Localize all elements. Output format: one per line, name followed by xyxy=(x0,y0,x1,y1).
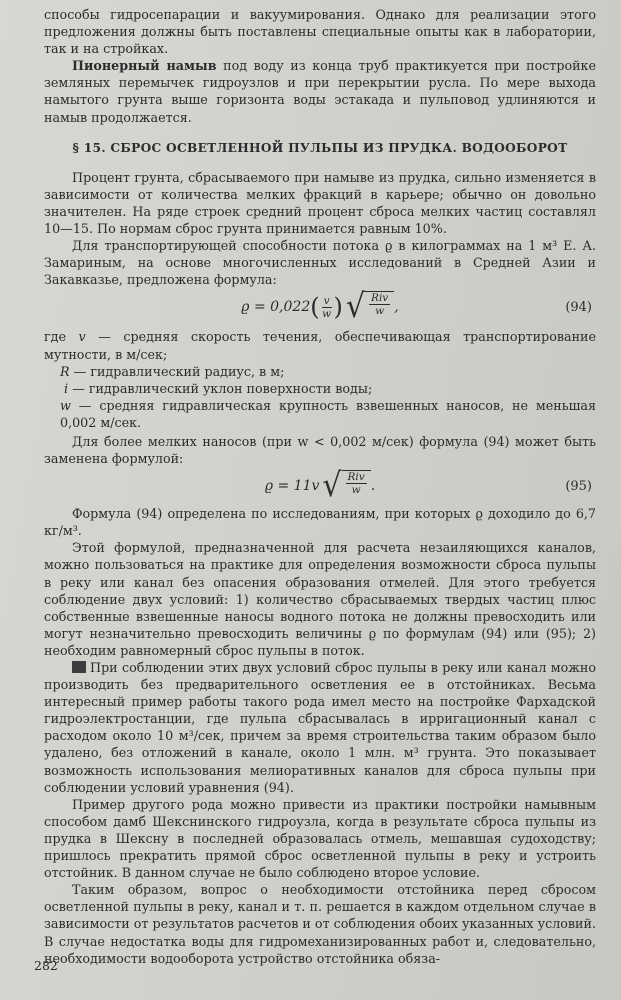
definition-key: w xyxy=(60,397,71,413)
formula-94-paren-open: ( xyxy=(310,293,320,322)
formula-95-lhs: ϱ = 11v xyxy=(264,477,320,494)
sqrt-sign-icon: √ xyxy=(322,466,342,505)
conditions-paragraph xyxy=(44,659,596,796)
formula-94-root-fraction xyxy=(369,292,390,317)
formula-95-root-num: Riv xyxy=(347,471,365,484)
formula-95 xyxy=(44,467,596,505)
definition-text: — средняя скорость течения, обеспечивающая транспортирование мутности, в м/сек; xyxy=(44,329,596,362)
formula-94-frac-num: v xyxy=(323,294,330,307)
formula-94 xyxy=(44,288,596,326)
definition-text: — средняя гидравлическая крупность взвешенных наносов, не меньшая 0,002 м/сек. xyxy=(60,397,596,430)
formula-95-radicand xyxy=(342,470,371,496)
definition-w xyxy=(44,397,596,431)
usage-paragraph: Этой формулой, предназначенной для расчета незаиляющихся каналов, можно пользоваться на практике для определения возможности сброса пульпы в реку или канал без опасения образования отмелей. Для этого требуется соблюдение двух условий: 1) количество сбрасываемых твердых частиц плюс собственные взвешенные наносы водного потока не должны превосходить или могут незначительно превосходить величины ϱ по формулам (94) или (95); 2) необходим равномерный сброс пульпы в поток. xyxy=(44,540,596,658)
formula-95-root-den: w xyxy=(351,484,361,497)
section-title: § 15. СБРОС ОСВЕТЛЕННОЙ ПУЛЬПЫ ИЗ ПРУДКА. ВОДООБОРОТ xyxy=(72,140,568,155)
formula-95-root-fraction xyxy=(346,471,367,496)
conditions-text: При соблюдении этих двух условий сброс пульпы в реку или канал можно производить без предварительного осветления ее в отстойниках. Весьма интересный пример работы такого рода имел место на постройке Фархадской гидроэлектростанции, где пульпа сбрасывалась в ирригационный канал с расходом около 10 м³/сек, причем за время строительства таким образом было удалено, без отложений в канале, около 1 млн. м³ грунта. Это показывает возможность использования мелиоративных каналов для сброса пульпы при соблюдении условий уравнения (94). xyxy=(44,660,596,795)
formula-94-paren-close: ) xyxy=(333,293,343,322)
intro-paragraph: способы гидросепарации и вакуумирования. Однако для реализации этого предложения должны быть поставлены специальные опыты как в лаборатории, так и на стройках. xyxy=(44,7,596,57)
definition-text: — гидравлический уклон поверхности воды; xyxy=(68,380,373,396)
definition-key: i xyxy=(64,380,69,396)
page-number: 282 xyxy=(34,958,58,973)
variable-definitions xyxy=(44,328,596,431)
definition-r xyxy=(44,363,596,380)
formula-95-sqrt xyxy=(322,466,370,505)
section-paragraph-2: Для транспортирующей способности потока ϱ в килограммах на 1 м³ Е. А. Замариным, на основе многочисленных исследований в Средней Азии и Закавказье, предложена формула: xyxy=(44,238,596,288)
formula-94-frac-den: w xyxy=(322,307,332,320)
definition-key: R xyxy=(60,363,70,379)
definition-text: — гидравлический радиус, в м; xyxy=(69,363,285,379)
formula-94-sqrt xyxy=(345,287,394,327)
pioneer-fill-paragraph xyxy=(44,57,596,125)
formula-94-root-den: w xyxy=(375,305,385,318)
sqrt-sign-icon: √ xyxy=(345,287,366,327)
formula-94-lhs: ϱ = 0,022 xyxy=(241,298,311,315)
formula-94-note-paragraph: Формула (94) определена по исследованиям, при которых ϱ доходило до 6,7 кг/м³. xyxy=(44,506,596,539)
section-paragraph-1: Процент грунта, сбрасываемого при намыве из прудка, сильно изменяется в зависимости от количества мелких фракций в карьере; обычно он довольно значителен. На ряде строек средний процент сброса мелких частиц составлял 10—15. По нормам сброс грунта принимается равным 10%. xyxy=(44,169,596,237)
margin-mark-icon xyxy=(72,661,86,673)
formula-94-fraction xyxy=(322,295,332,320)
formula-95-tail: . xyxy=(370,477,376,494)
definition-v xyxy=(44,328,596,362)
pioneer-fill-term: Пионерный намыв xyxy=(72,58,217,74)
formula-94-number: (94) xyxy=(565,299,592,315)
formula-94-root-num: Riv xyxy=(371,292,389,305)
definition-prefix: где xyxy=(44,329,79,345)
formula-95-number: (95) xyxy=(565,478,592,494)
example-paragraph: Пример другого рода можно привести из практики постройки намывным способом дамб Шекснинского гидроузла, когда в результате сброса пульпы из прудка в Шексну в последней образовалась отмель, мешавшая судоходству; пришлось прекратить прямой сброс осветленной пульпы в реку и устроить отстойник. В данном случае не было соблюдено второе условие. xyxy=(44,796,596,881)
definition-key: v xyxy=(78,329,86,345)
pioneer-fill-text: под воду из конца труб практикуется при постройке земляных перемычек гидроузлов и при перекрытии русла. По мере выхода намытого грунта выше горизонта воды эстакада и пульповод удлиняются и намыв продолжается. xyxy=(44,58,596,125)
page-content xyxy=(44,6,596,967)
formula-94-radicand xyxy=(365,291,394,317)
formula-94-tail: , xyxy=(394,298,399,315)
conclusion-paragraph: Таким образом, вопрос о необходимости отстойника перед сбросом осветленной пульпы в реку, канал и т. п. решается в каждом отдельном случае в зависимости от результатов расчетов и от соблюдения обоих указанных условий. В случае недостатка воды для гидромеханизированных работ и, следовательно, необходимости водооборота устройство отстойника обяза- xyxy=(44,882,596,966)
fine-sediment-paragraph: Для более мелких наносов (при w < 0,002 м/сек) формула (94) может быть заменена формулой: xyxy=(44,433,596,467)
definition-i xyxy=(44,380,596,397)
